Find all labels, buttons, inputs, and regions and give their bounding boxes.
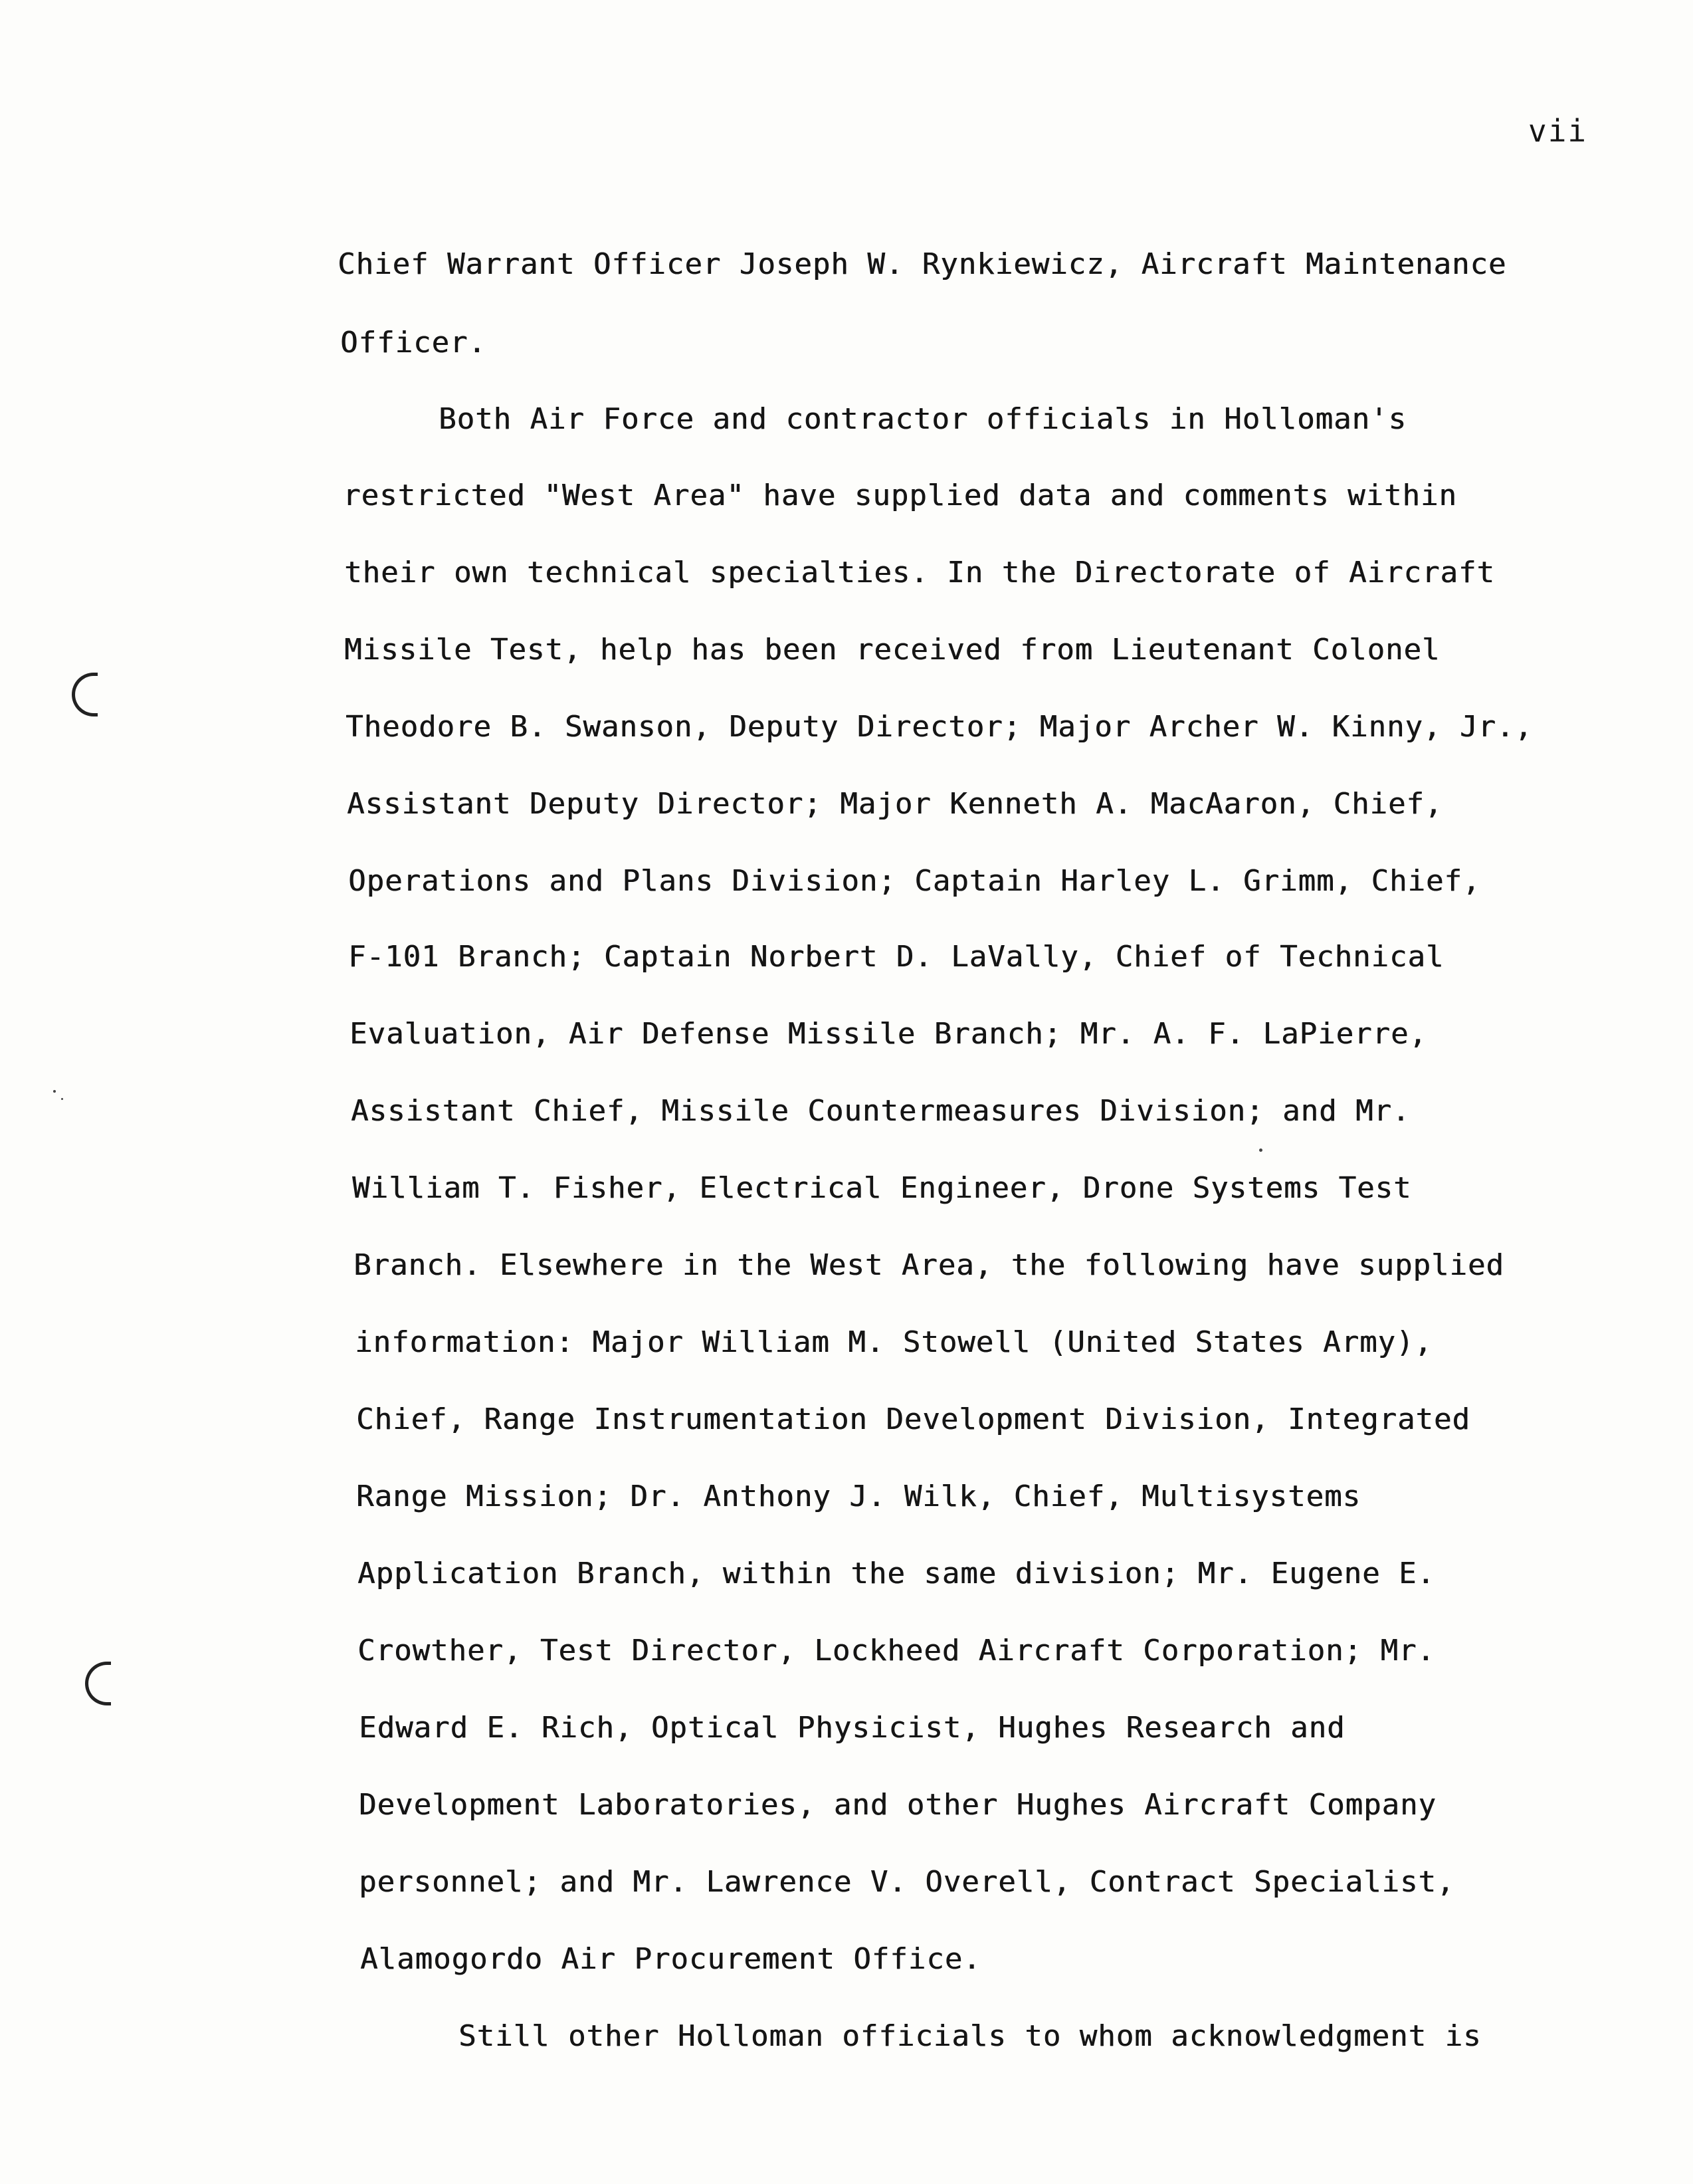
text-line: Edward E. Rich, Optical Physicist, Hughes Research and — [359, 1711, 1345, 1745]
scan-speck — [61, 1098, 63, 1100]
text-line: restricted "West Area" have supplied data and comments within — [343, 479, 1457, 512]
text-line: Crowther, Test Director, Lockheed Aircraft Corporation; Mr. — [357, 1634, 1435, 1668]
text-line: Chief, Range Instrumentation Development Division, Integrated — [356, 1402, 1470, 1436]
text-line: Range Mission; Dr. Anthony J. Wilk, Chief, Multisystems — [356, 1479, 1361, 1513]
paragraph-first-line: Still other Holloman officials to whom acknowledgment is — [458, 2019, 1482, 2053]
text-line: Theodore B. Swanson, Deputy Director; Major Archer W. Kinny, Jr., — [346, 710, 1533, 744]
binder-hole-mark — [85, 1662, 111, 1705]
text-line: William T. Fisher, Electrical Engineer, Drone Systems Test — [352, 1171, 1412, 1205]
page-number: vii — [1528, 113, 1588, 149]
text-line: F-101 Branch; Captain Norbert D. LaVally, Chief of Technical — [348, 940, 1444, 974]
scan-speck — [53, 1090, 56, 1093]
text-line: Operations and Plans Division; Captain Harley L. Grimm, Chief, — [348, 864, 1481, 898]
text-line: Missile Test, help has been received from Lieutenant Colonel — [344, 633, 1441, 667]
text-line: Evaluation, Air Defense Missile Branch; Mr. A. F. LaPierre, — [349, 1017, 1427, 1051]
text-line: Application Branch, within the same division; Mr. Eugene E. — [357, 1557, 1435, 1590]
text-line: information: Major William M. Stowell (United States Army), — [355, 1325, 1433, 1359]
binder-hole-mark — [72, 673, 98, 716]
paragraph-first-line: Both Air Force and contractor officials in Holloman's — [439, 402, 1407, 436]
text-line: Officer. — [340, 326, 486, 360]
text-line: Alamogordo Air Procurement Office. — [360, 1942, 981, 1976]
text-line: Assistant Chief, Missile Countermeasures Division; and Mr. — [351, 1094, 1411, 1128]
text-line: Branch. Elsewhere in the West Area, the following have supplied — [353, 1248, 1504, 1282]
text-line: personnel; and Mr. Lawrence V. Overell, Contract Specialist, — [359, 1865, 1455, 1899]
text-line: Development Laboratories, and other Hughes Aircraft Company — [359, 1788, 1437, 1822]
text-line: their own technical specialties. In the Directorate of Aircraft — [344, 556, 1495, 590]
scan-speck — [1259, 1148, 1262, 1152]
text-line: Chief Warrant Officer Joseph W. Rynkiewicz, Aircraft Maintenance — [338, 247, 1507, 281]
text-line: Assistant Deputy Director; Major Kenneth A. MacAaron, Chief, — [347, 787, 1443, 821]
